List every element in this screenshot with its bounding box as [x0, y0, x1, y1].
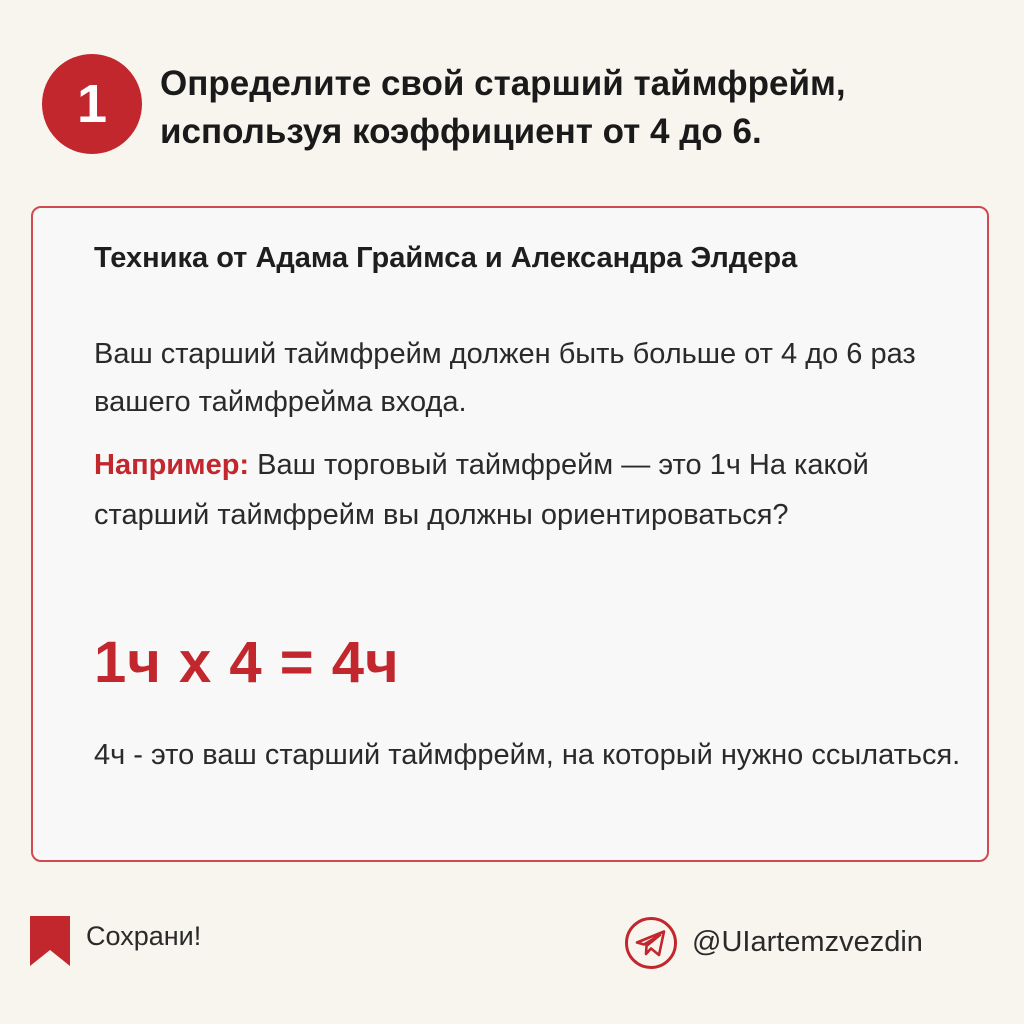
example-paragraph [94, 440, 974, 540]
page-title: Определите свой старший таймфрейм, используя коэффициент от 4 до 6. [160, 64, 846, 151]
card-title: Техника от Адама Граймса и Александра Элдера [94, 242, 798, 274]
bookmark-icon[interactable] [30, 916, 70, 966]
formula: 1ч x 4 = 4ч [94, 630, 400, 695]
info-card [31, 206, 989, 862]
example-label: Например: [94, 449, 250, 481]
telegram-handle-link[interactable]: @UIartemzvezdin [692, 926, 923, 958]
step-number-badge: 1 [42, 54, 142, 154]
card-description: Ваш старший таймфрейм должен быть больше от 4 до 6 раз вашего таймфрейма входа. [94, 338, 916, 418]
example-text: Ваш торговый таймфрейм — это 1ч На какой старший таймфрейм вы должны ориентироваться? [94, 449, 869, 531]
card-conclusion: 4ч - это ваш старший таймфрейм, на который нужно ссылаться. [94, 739, 961, 771]
save-label: Сохрани! [86, 921, 202, 951]
telegram-icon[interactable] [624, 916, 678, 970]
